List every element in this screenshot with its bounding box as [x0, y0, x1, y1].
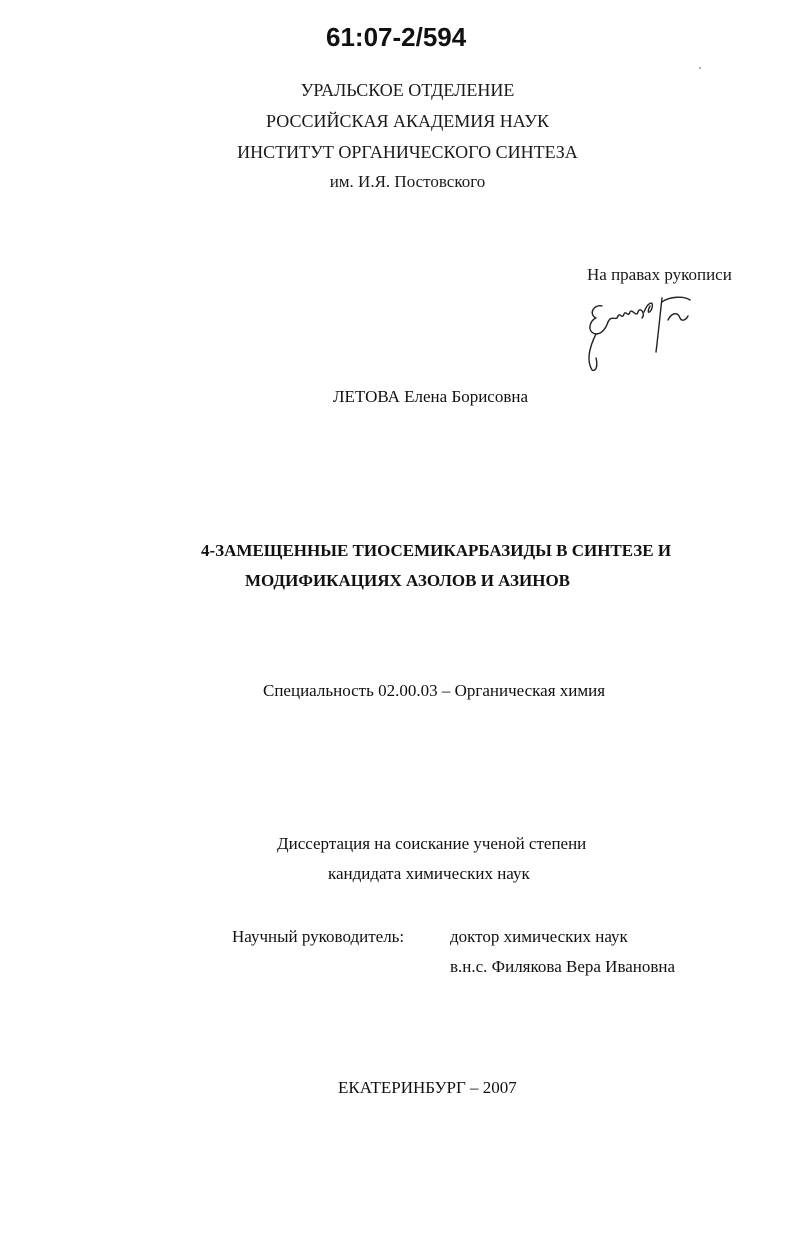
specialty: Специальность 02.00.03 – Органическая химия	[263, 681, 606, 700]
header-line-4: им. И.Я. Постовского	[329, 172, 486, 191]
header-line-1: УРАЛЬСКОЕ ОТДЕЛЕНИЕ	[300, 80, 515, 100]
supervisor-label: Научный руководитель:	[232, 927, 405, 946]
supervisor-name: в.н.с. Филякова Вера Ивановна	[450, 957, 676, 976]
supervisor-degree: доктор химических наук	[450, 927, 628, 946]
scan-speck	[699, 67, 701, 69]
handwritten-signature	[580, 292, 700, 374]
header-line-2: РОССИЙСКАЯ АКАДЕМИЯ НАУК	[266, 111, 549, 131]
author-name: ЛЕТОВА Елена Борисовна	[333, 387, 529, 406]
degree-line-2: кандидата химических наук	[328, 864, 530, 883]
header-line-3: ИНСТИТУТ ОРГАНИЧЕСКОГО СИНТЕЗА	[237, 142, 578, 162]
dissertation-title-line-2: МОДИФИКАЦИЯХ АЗОЛОВ И АЗИНОВ	[245, 571, 571, 590]
dissertation-title-line-1: 4-ЗАМЕЩЕННЫЕ ТИОСЕМИКАРБАЗИДЫ В СИНТЕЗЕ И	[201, 541, 672, 560]
rights-note: На правах рукописи	[587, 265, 732, 284]
city-year: ЕКАТЕРИНБУРГ – 2007	[338, 1078, 517, 1097]
degree-line-1: Диссертация на соискание ученой степени	[277, 834, 587, 853]
archive-stamp-code: 61:07-2/594	[326, 22, 467, 52]
